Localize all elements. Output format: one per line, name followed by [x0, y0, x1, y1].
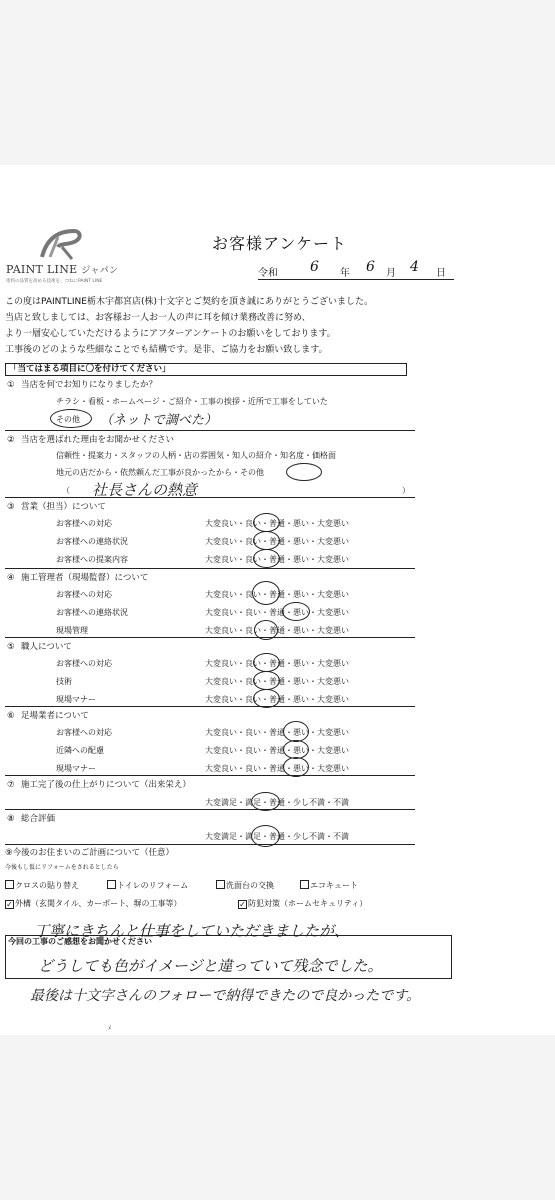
q1-answer-text: ネットで調べた [113, 413, 205, 428]
q5-item-3: 現場マナー [56, 695, 96, 704]
rating-very-satisfied: 大変満足・ [205, 798, 245, 807]
rating-very-good: 大変良い・ [205, 764, 245, 773]
q3-answer-circle-2 [253, 531, 280, 550]
q2-answer: 社長さんの熱意 [92, 481, 198, 499]
q8-label: 総合評価 [21, 814, 56, 824]
rating-very-good: 大変良い・ [205, 590, 245, 599]
rating-good: 良い [245, 590, 261, 599]
impression-line-2: どうしても色がイメージと違っていて残念でした。 [38, 957, 383, 975]
q3-heading [7, 500, 106, 512]
q7-number: ⑦ [7, 780, 15, 790]
q3-item-1: お客様への対応 [56, 519, 112, 528]
q2-options-2-text: 地元の店だから・依然頼んだ工事が良かったから・ [56, 468, 240, 477]
rating-good: 良い [245, 677, 261, 686]
rating-good: 良い [245, 746, 261, 755]
logo-brand-en: PAINT LINE [6, 263, 78, 276]
q2-other: その他 [240, 468, 264, 477]
rating-rest: ・普通・悪い・大変悪い [261, 555, 349, 564]
q4-label: 施工管理者（現場監督）について [21, 573, 149, 583]
rating-rest: ・普通・悪い・大変悪い [261, 590, 349, 599]
q8-divider [5, 844, 415, 845]
q2-paren-open: （ [62, 486, 70, 495]
q4-divider [5, 637, 415, 638]
q5-heading [7, 640, 72, 652]
rating-good: 良い [245, 608, 261, 617]
q2-heading [7, 433, 174, 445]
rating-rest: ・普通・悪い・大変悪い [261, 695, 349, 704]
q1-options: チラシ・看板・ホームページ・ご紹介・工事の挨拶・近所で工事をしていた [56, 397, 328, 406]
rating-rest: ・普通・悪い・大変悪い [261, 764, 349, 773]
q4-item-2: お客様への連絡状況 [56, 608, 128, 617]
rating-satisfied: 満足 [245, 832, 261, 841]
rating-good: 良い [245, 695, 261, 704]
rating-good: 良い [245, 764, 261, 773]
brand-logo [6, 227, 136, 289]
plan-label: トイレのリフォーム [117, 881, 189, 890]
q9-label: 今後のお住まいのご計画について（任意） [12, 848, 174, 858]
q1-number: ① [7, 380, 15, 390]
intro-line-3: より一層安心していただけるようにアフターアンケートのお願いをしております。 [5, 329, 336, 339]
date-year: 6 [310, 259, 319, 275]
rating-very-good: 大変良い・ [205, 608, 245, 617]
rating-rest: ・普通・悪い・大変悪い [261, 677, 349, 686]
q1-other: その他 [56, 415, 80, 424]
impression-label: 今回の工事のご感想をお聞かせください [8, 937, 152, 946]
rating-rest: ・普通・悪い・大変悪い [261, 537, 349, 546]
q2-other-circle [286, 463, 322, 481]
q3-answer-circle-3 [253, 549, 280, 568]
q3-number: ③ [7, 502, 15, 512]
rating-very-satisfied: 大変満足・ [205, 832, 245, 841]
plan-row-2-b [238, 898, 367, 909]
q4-heading [7, 571, 148, 583]
q8-heading [7, 812, 55, 824]
rating-rest: ・普通・悪い・大変悪い [261, 608, 349, 617]
impression-line-3: 最後は十文字さんのフォローで納得できたので良かったです。 [30, 988, 421, 1004]
plan-label: 洗面台の交換 [226, 881, 274, 890]
rating-very-good: 大変良い・ [205, 728, 245, 737]
rating-rest: ・普通・悪い・大変悪い [261, 659, 349, 668]
date-year-unit: 年 [340, 268, 350, 279]
q9-number: ⑨ [5, 848, 13, 858]
plan-row-1-c [216, 880, 274, 891]
plan-label: クロスの貼り替え [15, 881, 79, 890]
q6-item-3: 現場マナー [56, 764, 96, 773]
q9-note: 今後もし仮にリフォームをされるとしたら [5, 864, 119, 871]
q1-answer [100, 409, 217, 428]
q6-rating-2 [205, 745, 349, 756]
background-bottom [0, 1035, 555, 1200]
q3-item-2: お客様への連絡状況 [56, 537, 128, 546]
plan-row-1 [5, 880, 79, 891]
q5-number: ⑤ [7, 642, 15, 652]
plan-label: エコキュート [310, 881, 358, 890]
rating-rest: ・普通・少し不満・不満 [261, 798, 349, 807]
instruction-header: 「当てはまる項目に〇を付けてください」 [5, 363, 407, 376]
q3-answer-circle-1 [253, 513, 280, 532]
rating-rest: ・普通・悪い・大変悪い [261, 626, 349, 635]
q7-heading [7, 778, 191, 790]
q6-divider [5, 775, 415, 776]
logo-brand [6, 263, 118, 276]
plan-label: 防犯対策（ホームセキュリティ） [248, 899, 368, 908]
date-era: 令和 [258, 268, 278, 279]
q2-options-1: 信頼性・提案力・スタッフの人柄・店の雰囲気・知人の紹介・知名度・価格面 [56, 451, 336, 460]
q5-divider [5, 706, 415, 707]
q1-paren-open: （ [100, 413, 114, 428]
rating-good: 良い [245, 519, 261, 528]
q4-answer-circle-1 [252, 581, 280, 605]
rating-rest: ・普通・少し不満・不満 [261, 832, 349, 841]
rating-very-good: 大変良い・ [205, 537, 245, 546]
date-month-unit: 月 [386, 268, 396, 279]
rating-very-good: 大変良い・ [205, 659, 245, 668]
q1-other-circle [50, 409, 92, 428]
plan-row-2 [5, 898, 181, 909]
date-day: 4 [410, 259, 419, 275]
q4-item-3: 現場管理 [56, 626, 88, 635]
q8-number: ⑧ [7, 814, 15, 824]
q6-number: ⑥ [7, 711, 15, 721]
q6-answer-circle-1 [283, 721, 309, 742]
q2-paren-close: ） [402, 486, 410, 495]
q7-label: 施工完了後の仕上がりについて（出来栄え） [21, 780, 191, 790]
rating-good: 良い [245, 626, 261, 635]
q3-label: 営業（担当）について [21, 502, 106, 512]
logo-tagline: 塗料の品質を高める技術を、つねにPAINT LINE [6, 279, 103, 284]
q6-label: 足場業者について [21, 711, 89, 721]
q4-rating-2 [205, 607, 349, 618]
date-field [258, 261, 454, 280]
stray-mark: ﾒ [108, 1025, 112, 1032]
q4-answer-circle-2 [282, 602, 310, 621]
plan-label: 外構（玄関タイル、カーポート、塀の工事等） [15, 899, 182, 908]
q9-heading [5, 846, 174, 858]
q3-divider [5, 568, 415, 569]
rating-rest: ・普通・悪い・大変悪い [261, 746, 349, 755]
q2-divider [5, 497, 415, 498]
q1-heading [7, 378, 157, 390]
logo-mark-icon [36, 227, 84, 261]
q5-label: 職人について [21, 642, 72, 652]
rating-very-good: 大変良い・ [205, 555, 245, 564]
plan-row-1-b [107, 880, 188, 891]
rating-good: 良い [245, 537, 261, 546]
q6-rating-1 [205, 727, 349, 738]
q5-item-1: お客様への対応 [56, 659, 112, 668]
plan-checkbox[interactable] [216, 880, 225, 889]
plan-checkbox[interactable] [107, 880, 116, 889]
intro-line-1: この度はPAINTLINE栃木宇都宮店(株)十文字とご契約を頂き誠にありがとうございました。 [5, 297, 374, 307]
q5-answer-circle-1 [253, 653, 280, 672]
q5-answer-circle-2 [253, 671, 280, 690]
q2-label: 当店を選ばれた理由をお聞かせください [21, 435, 175, 445]
plan-row-1-d [300, 880, 358, 891]
q2-options-2 [56, 467, 264, 478]
survey-sheet [0, 165, 555, 1035]
rating-good: 良い [245, 555, 261, 564]
impression-line-1: 丁寧にきちんと仕事をしていただきましたが、 [34, 922, 350, 940]
rating-very-good: 大変良い・ [205, 746, 245, 755]
plan-checkbox[interactable] [5, 880, 14, 889]
q5-item-2: 技術 [56, 677, 72, 686]
q2-number: ② [7, 435, 15, 445]
rating-rest: ・普通・悪い・大変悪い [261, 728, 349, 737]
rating-good: 良い [245, 728, 261, 737]
background-top [0, 0, 555, 165]
plan-checkbox[interactable] [300, 880, 309, 889]
logo-brand-jp: ジャパン [81, 266, 119, 276]
plan-checkbox-checked[interactable]: ✓ [239, 900, 246, 909]
rating-satisfied: 満足 [245, 798, 261, 807]
q6-answer-circle-3 [283, 757, 309, 777]
q6-item-2: 近隣への配慮 [56, 746, 104, 755]
q3-item-3: お客様への提案内容 [56, 555, 128, 564]
q4-item-1: お客様への対応 [56, 590, 112, 599]
q4-number: ④ [7, 573, 15, 583]
q1-label: 当店を何でお知りになりましたか？ [21, 380, 158, 390]
intro-line-4: 工事後のどのような些細なことでも結構です。是非、ご協力をお願い致します。 [5, 345, 328, 355]
date-month: 6 [366, 259, 375, 275]
rating-good: 良い [245, 659, 261, 668]
q7-divider [5, 809, 415, 810]
plan-checkbox-checked[interactable]: ✓ [6, 900, 13, 909]
q6-rating-3 [205, 763, 349, 774]
rating-rest: ・普通・悪い・大変悪い [261, 519, 349, 528]
page-title: お客様アンケート [212, 234, 348, 253]
q1-paren-close: ） [204, 413, 218, 428]
intro-line-2: 当店と致しましては、お客様お一人お一人の声に耳を傾け業務改善に努め、 [5, 313, 311, 323]
rating-very-good: 大変良い・ [205, 519, 245, 528]
rating-very-good: 大変良い・ [205, 677, 245, 686]
date-day-unit: 日 [436, 268, 446, 279]
rating-very-good: 大変良い・ [205, 626, 245, 635]
q1-divider [5, 430, 415, 431]
rating-very-good: 大変良い・ [205, 695, 245, 704]
q6-item-1: お客様への対応 [56, 728, 112, 737]
q6-heading [7, 709, 89, 721]
